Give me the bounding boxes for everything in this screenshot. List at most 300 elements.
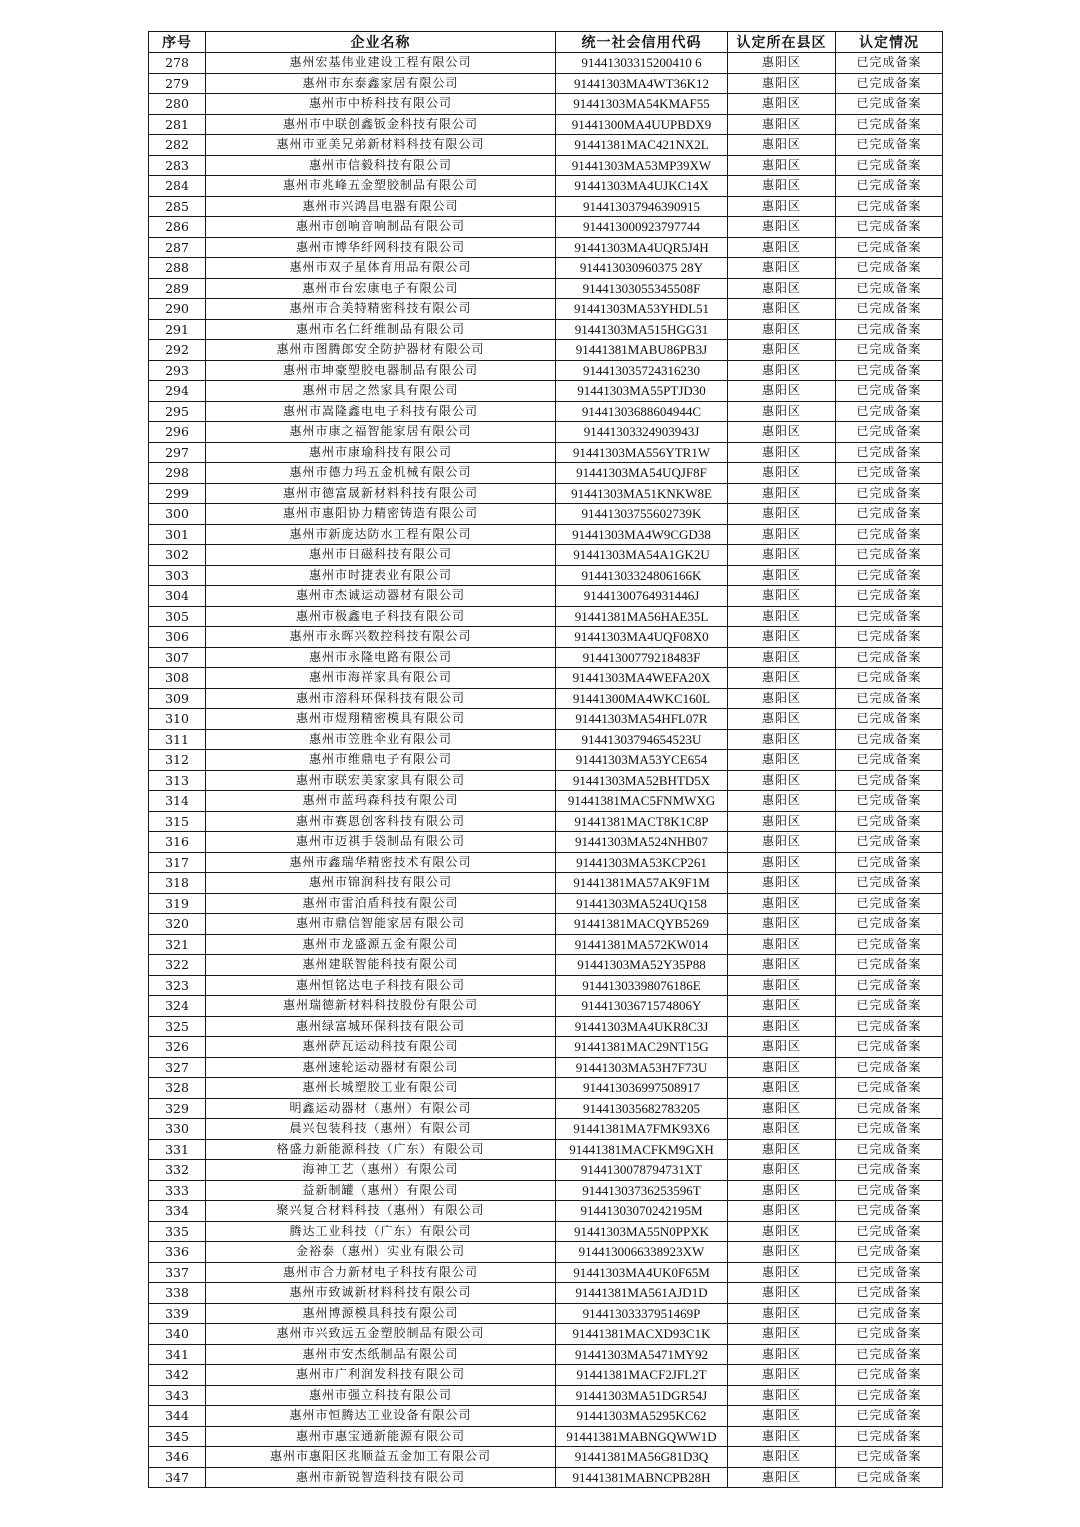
cell-code: 91441381MABNCPB28H: [556, 1467, 728, 1488]
cell-no: 311: [149, 729, 206, 750]
cell-code: 91441303315200410 6: [556, 53, 728, 74]
cell-code: 914413035724316230: [556, 360, 728, 381]
cell-county: 惠阳区: [728, 914, 836, 935]
cell-county: 惠阳区: [728, 504, 836, 525]
cell-county: 惠阳区: [728, 1139, 836, 1160]
cell-county: 惠阳区: [728, 319, 836, 340]
cell-no: 316: [149, 832, 206, 853]
cell-county: 惠阳区: [728, 524, 836, 545]
cell-status: 已完成备案: [836, 319, 943, 340]
cell-code: 91441303MA4UKR8C3J: [556, 1016, 728, 1037]
cell-no: 331: [149, 1139, 206, 1160]
cell-name: 惠州市嵩隆鑫电电子科技有限公司: [206, 401, 556, 422]
cell-code: 91441303MA53KCP261: [556, 852, 728, 873]
cell-no: 336: [149, 1242, 206, 1263]
cell-name: 金裕泰（惠州）实业有限公司: [206, 1242, 556, 1263]
cell-county: 惠阳区: [728, 463, 836, 484]
cell-code: 91441303398076186E: [556, 975, 728, 996]
cell-no: 327: [149, 1057, 206, 1078]
cell-county: 惠阳区: [728, 1242, 836, 1263]
table-row: [149, 1283, 943, 1304]
cell-code: 9144130078794731XT: [556, 1160, 728, 1181]
cell-code: 91441381MA572KW014: [556, 934, 728, 955]
cell-code: 91441381MA561AJD1D: [556, 1283, 728, 1304]
cell-status: 已完成备案: [836, 1016, 943, 1037]
cell-county: 惠阳区: [728, 1078, 836, 1099]
cell-no: 312: [149, 750, 206, 771]
cell-no: 326: [149, 1037, 206, 1058]
cell-name: 惠州市赛恩创客科技有限公司: [206, 811, 556, 832]
cell-code: 91441303MA52Y35P88: [556, 955, 728, 976]
cell-name: 惠州市龙盛源五金有限公司: [206, 934, 556, 955]
cell-status: 已完成备案: [836, 1344, 943, 1365]
cell-code: 91441303MA5295KC62: [556, 1406, 728, 1427]
table-row: [149, 53, 943, 74]
cell-county: 惠阳区: [728, 237, 836, 258]
cell-status: 已完成备案: [836, 1119, 943, 1140]
cell-county: 惠阳区: [728, 1365, 836, 1386]
cell-name: 惠州市博华纤网科技有限公司: [206, 237, 556, 258]
cell-no: 317: [149, 852, 206, 873]
cell-no: 299: [149, 483, 206, 504]
cell-no: 292: [149, 340, 206, 361]
cell-status: 已完成备案: [836, 422, 943, 443]
cell-county: 惠阳区: [728, 606, 836, 627]
cell-code: 91441381MA57AK9F1M: [556, 873, 728, 894]
cell-status: 已完成备案: [836, 53, 943, 74]
cell-county: 惠阳区: [728, 545, 836, 566]
table-row: [149, 647, 943, 668]
cell-status: 已完成备案: [836, 1057, 943, 1078]
cell-no: 307: [149, 647, 206, 668]
table-row: [149, 852, 943, 873]
cell-no: 285: [149, 196, 206, 217]
cell-status: 已完成备案: [836, 1221, 943, 1242]
cell-no: 278: [149, 53, 206, 74]
table-row: [149, 135, 943, 156]
cell-county: 惠阳区: [728, 381, 836, 402]
table-body: [149, 53, 943, 1488]
cell-status: 已完成备案: [836, 873, 943, 894]
cell-no: 289: [149, 278, 206, 299]
cell-status: 已完成备案: [836, 1160, 943, 1181]
cell-no: 291: [149, 319, 206, 340]
cell-name: 惠州市强立科技有限公司: [206, 1385, 556, 1406]
cell-no: 338: [149, 1283, 206, 1304]
cell-no: 302: [149, 545, 206, 566]
cell-county: 惠阳区: [728, 955, 836, 976]
cell-status: 已完成备案: [836, 299, 943, 320]
cell-name: 惠州建联智能科技有限公司: [206, 955, 556, 976]
cell-county: 惠阳区: [728, 647, 836, 668]
cell-name: 惠州市永晖兴数控科技有限公司: [206, 627, 556, 648]
cell-status: 已完成备案: [836, 196, 943, 217]
cell-code: 91441303736253596T: [556, 1180, 728, 1201]
table-row: [149, 504, 943, 525]
cell-county: 惠阳区: [728, 94, 836, 115]
cell-county: 惠阳区: [728, 1283, 836, 1304]
cell-code: 91441303MA53YCE654: [556, 750, 728, 771]
table-row: [149, 176, 943, 197]
cell-name: 惠州市德力玛五金机械有限公司: [206, 463, 556, 484]
cell-no: 334: [149, 1201, 206, 1222]
table-row: [149, 688, 943, 709]
cell-code: 91441303671574806Y: [556, 996, 728, 1017]
cell-status: 已完成备案: [836, 1324, 943, 1345]
cell-name: 海神工艺（惠州）有限公司: [206, 1160, 556, 1181]
cell-name: 惠州市锦润科技有限公司: [206, 873, 556, 894]
cell-county: 惠阳区: [728, 791, 836, 812]
cell-county: 惠阳区: [728, 360, 836, 381]
cell-name: 惠州市笠胜伞业有限公司: [206, 729, 556, 750]
cell-no: 286: [149, 217, 206, 238]
header-status: 认定情况: [836, 32, 943, 53]
table-row: [149, 1303, 943, 1324]
cell-county: 惠阳区: [728, 422, 836, 443]
cell-name: 惠州市永隆电路有限公司: [206, 647, 556, 668]
table-row: [149, 1467, 943, 1488]
cell-code: 91441381MABU86PB3J: [556, 340, 728, 361]
cell-code: 91441303MA4UK0F65M: [556, 1262, 728, 1283]
cell-status: 已完成备案: [836, 1201, 943, 1222]
cell-status: 已完成备案: [836, 893, 943, 914]
table-row: [149, 1221, 943, 1242]
cell-no: 321: [149, 934, 206, 955]
cell-no: 308: [149, 668, 206, 689]
cell-county: 惠阳区: [728, 668, 836, 689]
cell-name: 惠州市煜翔精密模具有限公司: [206, 709, 556, 730]
cell-code: 914413037946390915: [556, 196, 728, 217]
cell-name: 格盛力新能源科技（广东）有限公司: [206, 1139, 556, 1160]
cell-name: 惠州市亚美兄弟新材料科技有限公司: [206, 135, 556, 156]
cell-county: 惠阳区: [728, 135, 836, 156]
table-row: [149, 996, 943, 1017]
cell-name: 惠州市中桥科技有限公司: [206, 94, 556, 115]
cell-status: 已完成备案: [836, 278, 943, 299]
cell-no: 282: [149, 135, 206, 156]
table-row: [149, 422, 943, 443]
cell-county: 惠阳区: [728, 1160, 836, 1181]
cell-county: 惠阳区: [728, 1447, 836, 1468]
table-row: [149, 1242, 943, 1263]
cell-no: 341: [149, 1344, 206, 1365]
cell-no: 294: [149, 381, 206, 402]
table-row: [149, 1037, 943, 1058]
cell-county: 惠阳区: [728, 811, 836, 832]
cell-code: 914413035682783205: [556, 1098, 728, 1119]
table-row: [149, 1447, 943, 1468]
cell-no: 347: [149, 1467, 206, 1488]
cell-no: 309: [149, 688, 206, 709]
cell-county: 惠阳区: [728, 1467, 836, 1488]
header-name: 企业名称: [206, 32, 556, 53]
table-row: [149, 955, 943, 976]
table-row: [149, 791, 943, 812]
cell-code: 91441303MA4WT36K12: [556, 73, 728, 94]
table-row: [149, 1324, 943, 1345]
cell-status: 已完成备案: [836, 750, 943, 771]
cell-code: 91441381MAC5FNMWXG: [556, 791, 728, 812]
cell-name: 惠州市雷泊盾科技有限公司: [206, 893, 556, 914]
cell-name: 惠州市恒腾达工业设备有限公司: [206, 1406, 556, 1427]
cell-county: 惠阳区: [728, 278, 836, 299]
cell-status: 已完成备案: [836, 545, 943, 566]
cell-status: 已完成备案: [836, 1406, 943, 1427]
cell-name: 惠州速轮运动器材有限公司: [206, 1057, 556, 1078]
cell-name: 惠州市时捷表业有限公司: [206, 565, 556, 586]
cell-county: 惠阳区: [728, 442, 836, 463]
table-row: [149, 750, 943, 771]
cell-status: 已完成备案: [836, 135, 943, 156]
cell-county: 惠阳区: [728, 1344, 836, 1365]
cell-status: 已完成备案: [836, 729, 943, 750]
cell-status: 已完成备案: [836, 1180, 943, 1201]
cell-status: 已完成备案: [836, 955, 943, 976]
cell-status: 已完成备案: [836, 668, 943, 689]
table-row: [149, 1201, 943, 1222]
cell-code: 91441300779218483F: [556, 647, 728, 668]
cell-name: 惠州市新锐智造科技有限公司: [206, 1467, 556, 1488]
cell-no: 346: [149, 1447, 206, 1468]
cell-county: 惠阳区: [728, 565, 836, 586]
cell-code: 91441303070242195M: [556, 1201, 728, 1222]
cell-code: 91441303324806166K: [556, 565, 728, 586]
cell-status: 已完成备案: [836, 565, 943, 586]
table-row: [149, 73, 943, 94]
cell-status: 已完成备案: [836, 586, 943, 607]
cell-code: 91441303MA54HFL07R: [556, 709, 728, 730]
cell-status: 已完成备案: [836, 504, 943, 525]
cell-county: 惠阳区: [728, 852, 836, 873]
table-row: [149, 1365, 943, 1386]
table-row: [149, 1262, 943, 1283]
table-row: [149, 934, 943, 955]
cell-name: 惠州市蓝玛森科技有限公司: [206, 791, 556, 812]
cell-code: 914413000923797744: [556, 217, 728, 238]
cell-status: 已完成备案: [836, 934, 943, 955]
cell-name: 惠州市德富晟新材料科技有限公司: [206, 483, 556, 504]
cell-code: 91441381MAC29NT15G: [556, 1037, 728, 1058]
table-row: [149, 1180, 943, 1201]
cell-code: 91441381MACF2JFL2T: [556, 1365, 728, 1386]
cell-status: 已完成备案: [836, 852, 943, 873]
cell-status: 已完成备案: [836, 483, 943, 504]
cell-code: 91441303324903943J: [556, 422, 728, 443]
table-row: [149, 1057, 943, 1078]
cell-code: 91441381MABNGQWW1D: [556, 1426, 728, 1447]
cell-status: 已完成备案: [836, 1242, 943, 1263]
cell-no: 318: [149, 873, 206, 894]
table-row: [149, 606, 943, 627]
cell-no: 339: [149, 1303, 206, 1324]
table-row: [149, 627, 943, 648]
table-row: [149, 258, 943, 279]
cell-code: 9144130066338923XW: [556, 1242, 728, 1263]
cell-no: 298: [149, 463, 206, 484]
cell-name: 惠州市东泰鑫家居有限公司: [206, 73, 556, 94]
table-row: [149, 1344, 943, 1365]
cell-no: 284: [149, 176, 206, 197]
cell-status: 已完成备案: [836, 1139, 943, 1160]
cell-status: 已完成备案: [836, 217, 943, 238]
table-row: [149, 586, 943, 607]
cell-code: 91441303MA4UQR5J4H: [556, 237, 728, 258]
cell-name: 惠州市极鑫电子科技有限公司: [206, 606, 556, 627]
document-page: [148, 31, 942, 1488]
cell-county: 惠阳区: [728, 832, 836, 853]
cell-status: 已完成备案: [836, 360, 943, 381]
cell-no: 329: [149, 1098, 206, 1119]
cell-no: 343: [149, 1385, 206, 1406]
table-row: [149, 442, 943, 463]
cell-name: 惠州市图腾郎安全防护器材有限公司: [206, 340, 556, 361]
table-row: [149, 709, 943, 730]
cell-code: 91441303MA52BHTD5X: [556, 770, 728, 791]
cell-code: 91441303MA556YTR1W: [556, 442, 728, 463]
cell-county: 惠阳区: [728, 1324, 836, 1345]
cell-county: 惠阳区: [728, 729, 836, 750]
cell-no: 310: [149, 709, 206, 730]
table-row: [149, 155, 943, 176]
cell-name: 惠州市迈祺手袋制品有限公司: [206, 832, 556, 853]
cell-county: 惠阳区: [728, 217, 836, 238]
cell-status: 已完成备案: [836, 1098, 943, 1119]
cell-code: 91441303MA53H7F73U: [556, 1057, 728, 1078]
cell-status: 已完成备案: [836, 155, 943, 176]
cell-name: 惠州市溶科环保科技有限公司: [206, 688, 556, 709]
cell-status: 已完成备案: [836, 1283, 943, 1304]
cell-code: 91441303755602739K: [556, 504, 728, 525]
cell-code: 91441303MA51DGR54J: [556, 1385, 728, 1406]
cell-no: 324: [149, 996, 206, 1017]
table-row: [149, 381, 943, 402]
cell-name: 惠州市杰诚运动器材有限公司: [206, 586, 556, 607]
cell-code: 914413030960375 28Y: [556, 258, 728, 279]
cell-name: 惠州市惠阳区兆顺益五金加工有限公司: [206, 1447, 556, 1468]
cell-no: 305: [149, 606, 206, 627]
cell-code: 91441303MA53YHDL51: [556, 299, 728, 320]
cell-name: 惠州市兴致远五金塑胶制品有限公司: [206, 1324, 556, 1345]
cell-no: 344: [149, 1406, 206, 1427]
cell-no: 295: [149, 401, 206, 422]
cell-no: 319: [149, 893, 206, 914]
cell-name: 惠州市惠阳协力精密铸造有限公司: [206, 504, 556, 525]
cell-name: 惠州市名仁纤维制品有限公司: [206, 319, 556, 340]
cell-no: 322: [149, 955, 206, 976]
cell-name: 惠州市康之福智能家居有限公司: [206, 422, 556, 443]
table-row: [149, 1119, 943, 1140]
table-row: [149, 196, 943, 217]
cell-county: 惠阳区: [728, 627, 836, 648]
cell-status: 已完成备案: [836, 1385, 943, 1406]
cell-no: 333: [149, 1180, 206, 1201]
cell-status: 已完成备案: [836, 1426, 943, 1447]
cell-status: 已完成备案: [836, 258, 943, 279]
cell-no: 300: [149, 504, 206, 525]
cell-name: 惠州市双子星体育用品有限公司: [206, 258, 556, 279]
cell-name: 惠州市坤豪塑胶电器制品有限公司: [206, 360, 556, 381]
cell-status: 已完成备案: [836, 1365, 943, 1386]
cell-code: 91441303MA4UJKC14X: [556, 176, 728, 197]
cell-code: 91441303337951469P: [556, 1303, 728, 1324]
cell-no: 340: [149, 1324, 206, 1345]
cell-county: 惠阳区: [728, 1221, 836, 1242]
cell-name: 惠州市中联创鑫钣金科技有限公司: [206, 114, 556, 135]
cell-name: 惠州市致诚新材料科技有限公司: [206, 1283, 556, 1304]
cell-no: 287: [149, 237, 206, 258]
cell-name: 聚兴复合材料科技（惠州）有限公司: [206, 1201, 556, 1222]
table-header-row: [149, 32, 943, 53]
cell-code: 91441381MACFKM9GXH: [556, 1139, 728, 1160]
table-row: [149, 668, 943, 689]
table-row: [149, 319, 943, 340]
cell-status: 已完成备案: [836, 463, 943, 484]
cell-county: 惠阳区: [728, 73, 836, 94]
cell-county: 惠阳区: [728, 114, 836, 135]
table-row: [149, 114, 943, 135]
cell-no: 342: [149, 1365, 206, 1386]
cell-county: 惠阳区: [728, 53, 836, 74]
table-row: [149, 524, 943, 545]
cell-county: 惠阳区: [728, 873, 836, 894]
cell-county: 惠阳区: [728, 401, 836, 422]
table-row: [149, 360, 943, 381]
cell-code: 91441381MAC421NX2L: [556, 135, 728, 156]
cell-status: 已完成备案: [836, 770, 943, 791]
cell-no: 313: [149, 770, 206, 791]
table-row: [149, 565, 943, 586]
cell-no: 320: [149, 914, 206, 935]
table-row: [149, 1160, 943, 1181]
cell-status: 已完成备案: [836, 606, 943, 627]
cell-code: 91441300MA4WKC160L: [556, 688, 728, 709]
cell-status: 已完成备案: [836, 401, 943, 422]
cell-code: 91441300764931446J: [556, 586, 728, 607]
cell-status: 已完成备案: [836, 1037, 943, 1058]
cell-county: 惠阳区: [728, 975, 836, 996]
cell-status: 已完成备案: [836, 811, 943, 832]
table-row: [149, 1098, 943, 1119]
cell-code: 91441381MA7FMK93X6: [556, 1119, 728, 1140]
cell-status: 已完成备案: [836, 1303, 943, 1324]
cell-name: 益新制罐（惠州）有限公司: [206, 1180, 556, 1201]
cell-county: 惠阳区: [728, 1262, 836, 1283]
cell-county: 惠阳区: [728, 258, 836, 279]
cell-code: 91441303MA54KMAF55: [556, 94, 728, 115]
cell-code: 91441303MA5471MY92: [556, 1344, 728, 1365]
cell-name: 惠州市合美特精密科技有限公司: [206, 299, 556, 320]
cell-county: 惠阳区: [728, 196, 836, 217]
cell-county: 惠阳区: [728, 1037, 836, 1058]
cell-status: 已完成备案: [836, 627, 943, 648]
table-row: [149, 1016, 943, 1037]
cell-no: 325: [149, 1016, 206, 1037]
table-row: [149, 1078, 943, 1099]
cell-name: 惠州市康瑜科技有限公司: [206, 442, 556, 463]
cell-code: 914413036997508917: [556, 1078, 728, 1099]
cell-status: 已完成备案: [836, 94, 943, 115]
cell-status: 已完成备案: [836, 688, 943, 709]
cell-name: 惠州长城塑胶工业有限公司: [206, 1078, 556, 1099]
table-row: [149, 483, 943, 504]
cell-status: 已完成备案: [836, 975, 943, 996]
cell-code: 91441303MA53MP39XW: [556, 155, 728, 176]
cell-name: 惠州萨瓦运动科技有限公司: [206, 1037, 556, 1058]
cell-status: 已完成备案: [836, 1078, 943, 1099]
cell-status: 已完成备案: [836, 381, 943, 402]
cell-county: 惠阳区: [728, 770, 836, 791]
cell-no: 315: [149, 811, 206, 832]
